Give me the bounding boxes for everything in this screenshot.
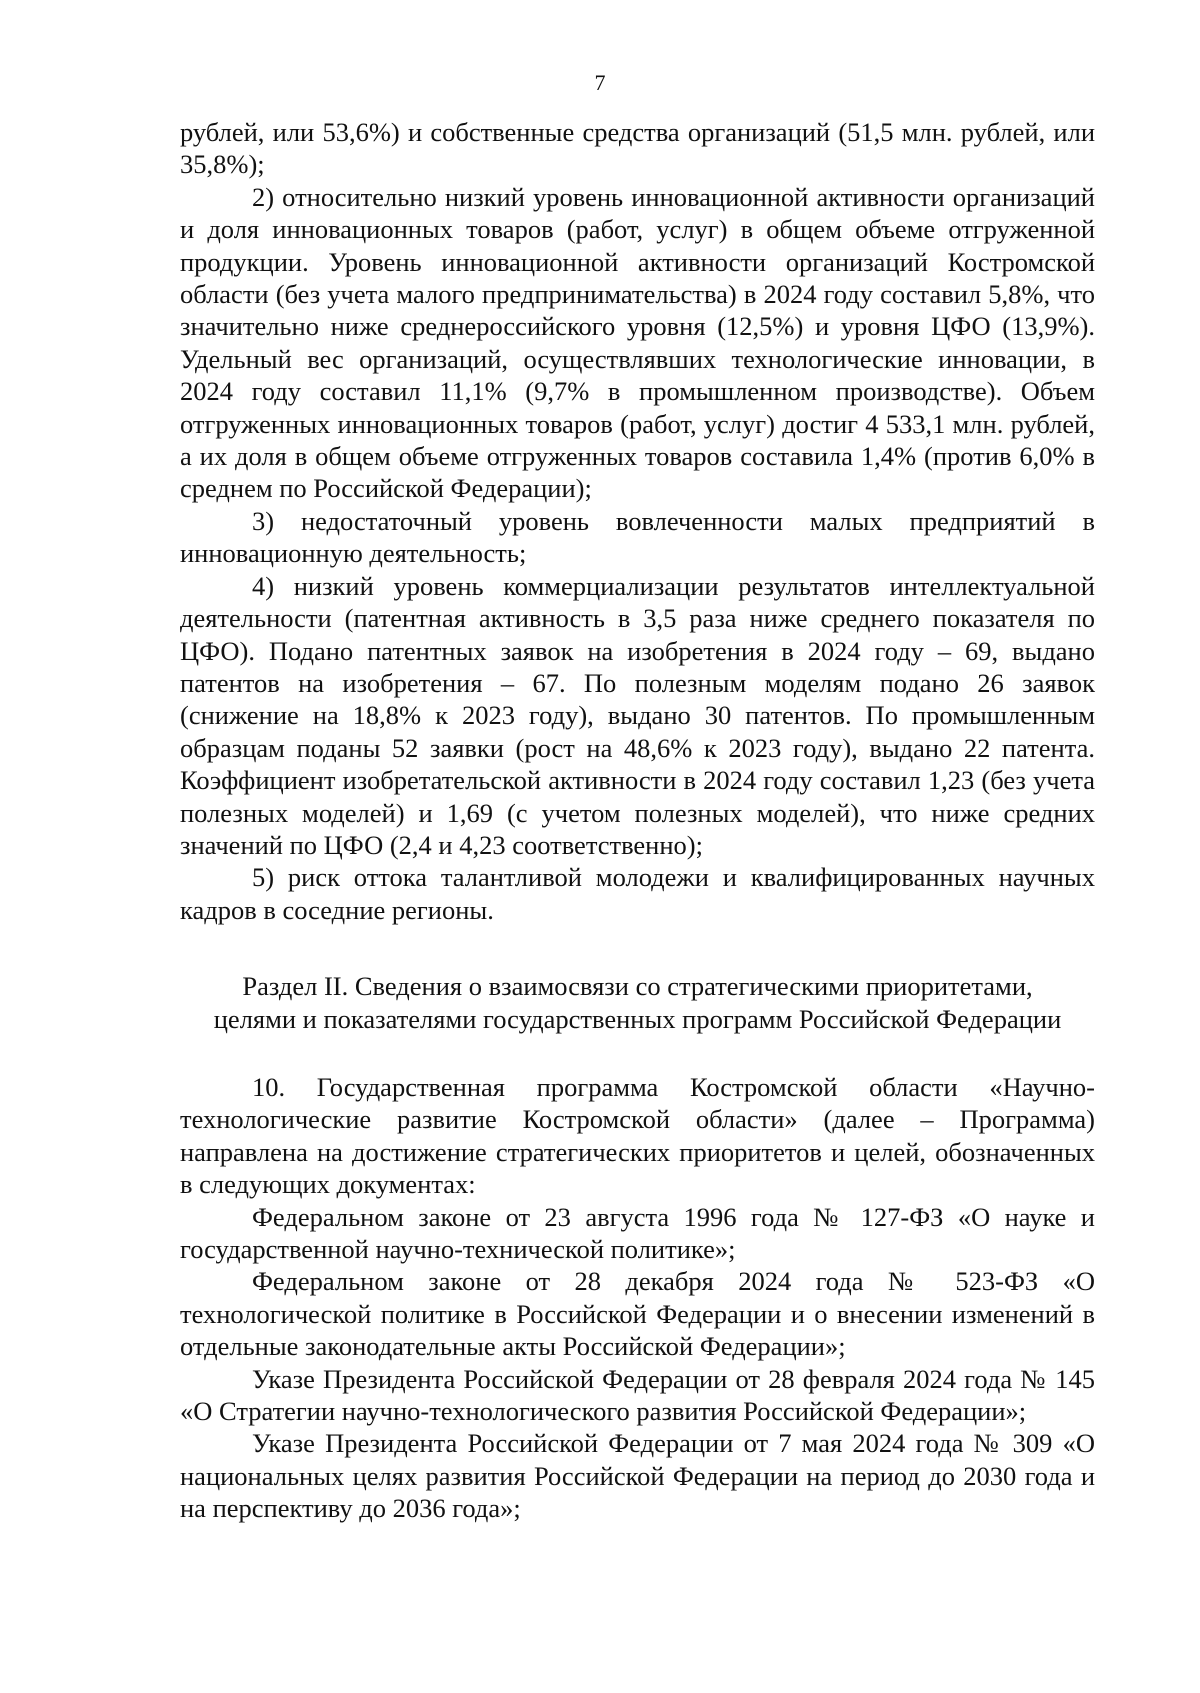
page-number: 7 <box>594 70 606 95</box>
paragraph: Указе Президента Российской Федерации от 7 мая 2024 года № 309 «О национальных целях развития Российской Федерации на период до 2030 года и на перспективу до 2036 года»; <box>180 1428 1095 1524</box>
paragraph: 5) риск оттока талантливой молодежи и квалифицированных научных кадров в соседние регионы. <box>180 862 1095 925</box>
paragraph: 10. Государственная программа Костромской области «Научно-технологические развитие Костромской области» (далее – Программа) направлена на достижение стратегических приоритетов и целей, обозначенных в следующих документах: <box>180 1071 1095 1200</box>
paragraphs-bottom <box>180 1071 1095 1525</box>
paragraph: 3) недостаточный уровень вовлеченности малых предприятий в инновационную деятельность; <box>180 505 1095 569</box>
paragraph: 4) низкий уровень коммерциализации результатов интеллектуальной деятельности (патентная активность в 3,5 раза ниже среднего показателя по ЦФО). Подано патентных заявок на изобретения в 2024 году – 69, выдано патентов на изобретения – 67. По полезным моделям подано 26 заявок (снижение на 18,8% к 2023 году), выдано 30 патентов. По промышленным образцам поданы 52 заявки (рост на 48,6% к 2023 году), выдано 22 патента. Коэффициент изобретательской активности в 2024 году составил 1,23 (без учета полезных моделей) и 1,69 (с учетом полезных моделей), что ниже средних значений по ЦФО (2,4 и 4,23 соответственно); <box>180 570 1095 860</box>
paragraphs-top <box>180 116 1095 926</box>
document-body <box>180 116 1095 1525</box>
paragraph: Федеральном законе от 23 августа 1996 года № 127-ФЗ «О науке и государственной научно-технической политике»; <box>180 1201 1095 1264</box>
section-heading-line: целями и показателями государственных программ Российской Федерации <box>213 1003 1062 1034</box>
paragraph: рублей, или 53,6%) и собственные средства организаций (51,5 млн. рублей, или 35,8%); <box>180 117 1095 180</box>
paragraph: Федеральном законе от 28 декабря 2024 года № 523-ФЗ «О технологической политике в Российской Федерации и о внесении изменений в отдельные законодательные акты Российской Федерации»; <box>180 1266 1095 1362</box>
paragraph: 2) относительно низкий уровень инновационной активности организаций и доля инновационных товаров (работ, услуг) в общем объеме отгруженной продукции. Уровень инновационной активности организаций Костромской области (без учета малого предпринимательства) в 2024 году составил 5,8%, что значительно ниже среднероссийского уровня (12,5%) и уровня ЦФО (13,9%). Удельный вес организаций, осуществлявших технологические инновации, в 2024 году составил 11,1% (9,7% в промышленном производстве). Объем отгруженных инновационных товаров (работ, услуг) достиг 4 533,1 млн. рублей, а их доля в общем объеме отгруженных товаров составила 1,4% (против 6,0% в среднем по Российской Федерации); <box>180 181 1095 504</box>
section-heading <box>180 970 1095 1035</box>
section-heading-line: Раздел II. Сведения о взаимосвязи со стратегическими приоритетами, <box>242 971 1033 1002</box>
paragraph: Указе Президента Российской Федерации от 28 февраля 2024 года № 145 «О Стратегии научно-технологического развития Российской Федерации»; <box>180 1363 1095 1427</box>
